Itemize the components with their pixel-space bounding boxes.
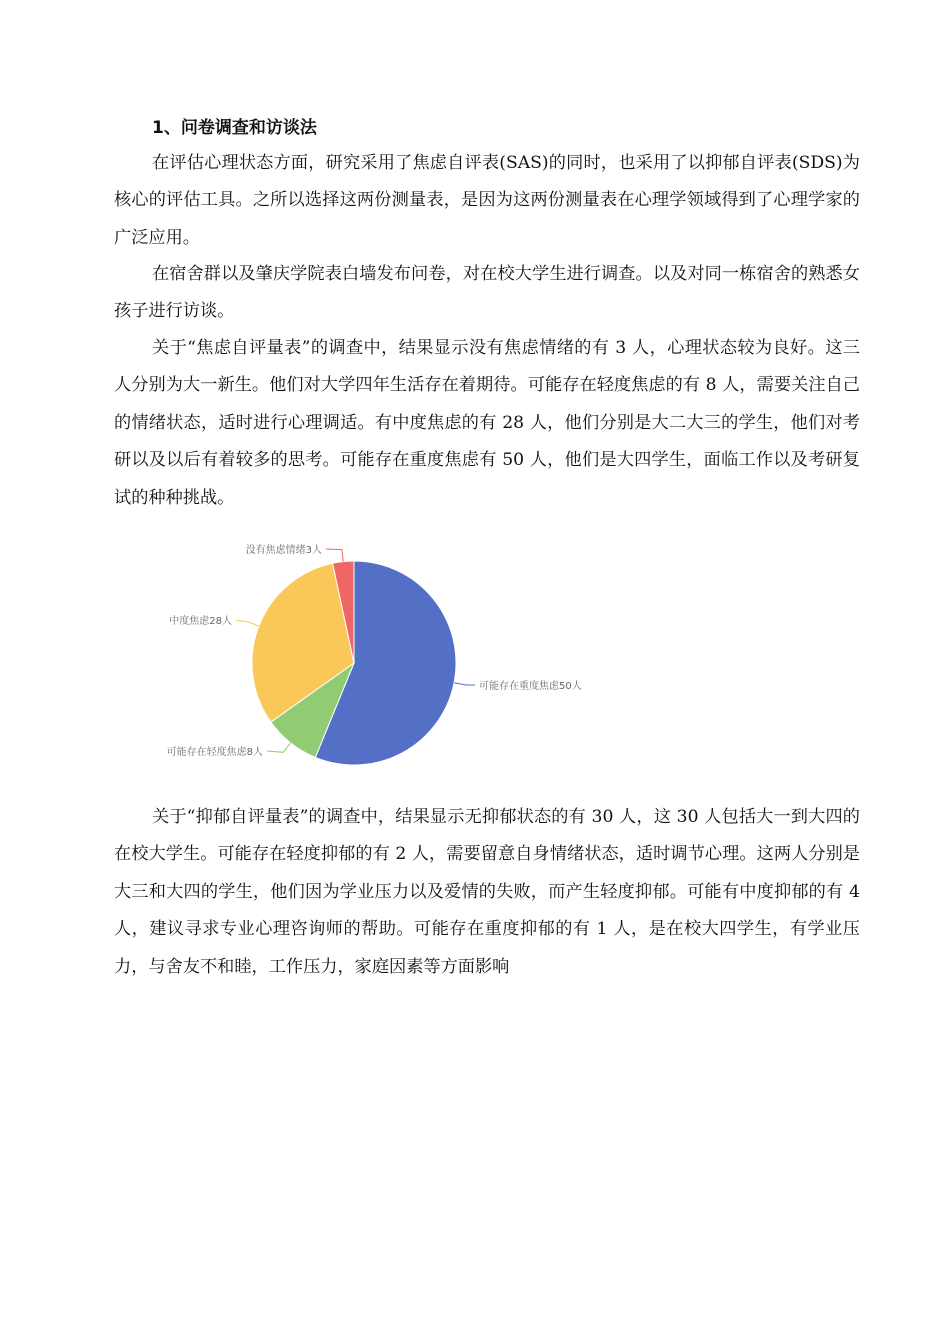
paragraph-anxiety-results: 关于“焦虑自评量表”的调查中，结果显示没有焦虑情绪的有 3 人，心理状态较为良好。这三人分别为大一新生。他们对大学四年生活存在着期待。可能存在轻度焦虑的有 8 人，需要关注自己的情绪状态，适时进行心理调适。有中度焦虑的有 28 人，他们分别是大二大三的学生，他们对考研以及以后有着较多的思考。可能存在重度焦虑有 50 人，他们是大四学生，面临工作以及考研复试的种种挑战。	[114, 338, 860, 508]
pie-slice-label: 可能存在轻度焦虑8人	[166, 747, 263, 758]
section-heading: 1、问卷调查和访谈法	[152, 118, 317, 138]
pie-leader-line	[267, 743, 291, 752]
paragraph-assessment-tools: 在评估心理状态方面，研究采用了焦虑自评表(SAS)的同时，也采用了以抑郁自评表(SDS)为核心的评估工具。之所以选择这两份测量表，是因为这两份测量表在心理学领域得到了心理学家的广泛应用。	[114, 153, 860, 248]
paragraph-depression-results: 关于“抑郁自评量表”的调查中，结果显示无抑郁状态的有 30 人，这 30 人包括大一到大四的在校大学生。可能存在轻度抑郁的有 2 人，需要留意自身情绪状态，适时调节心理。这两人分别是大三和大四的学生，他们因为学业压力以及爱情的失败，而产生轻度抑郁。可能有中度抑郁的有 4 人，建议寻求专业心理咨询师的帮助。可能存在重度抑郁的有 1 人，是在校大四学生，有学业压力，与舍友不和睦，工作压力，家庭因素等方面影响	[114, 807, 860, 977]
pie-slice-label: 没有焦虑情绪3人	[245, 545, 322, 556]
pie-leader-line	[454, 683, 475, 685]
pie-slice-label: 可能存在重度焦虑50人	[479, 681, 582, 692]
pie-slice-label: 中度焦虑28人	[169, 616, 232, 627]
pie-leader-line	[326, 549, 343, 562]
paragraph-survey-method: 在宿舍群以及肇庆学院表白墙发布问卷，对在校大学生进行调查。以及对同一栋宿舍的熟悉女孩子进行访谈。	[114, 264, 860, 322]
anxiety-pie-chart	[150, 525, 620, 775]
pie-leader-line	[236, 620, 259, 626]
